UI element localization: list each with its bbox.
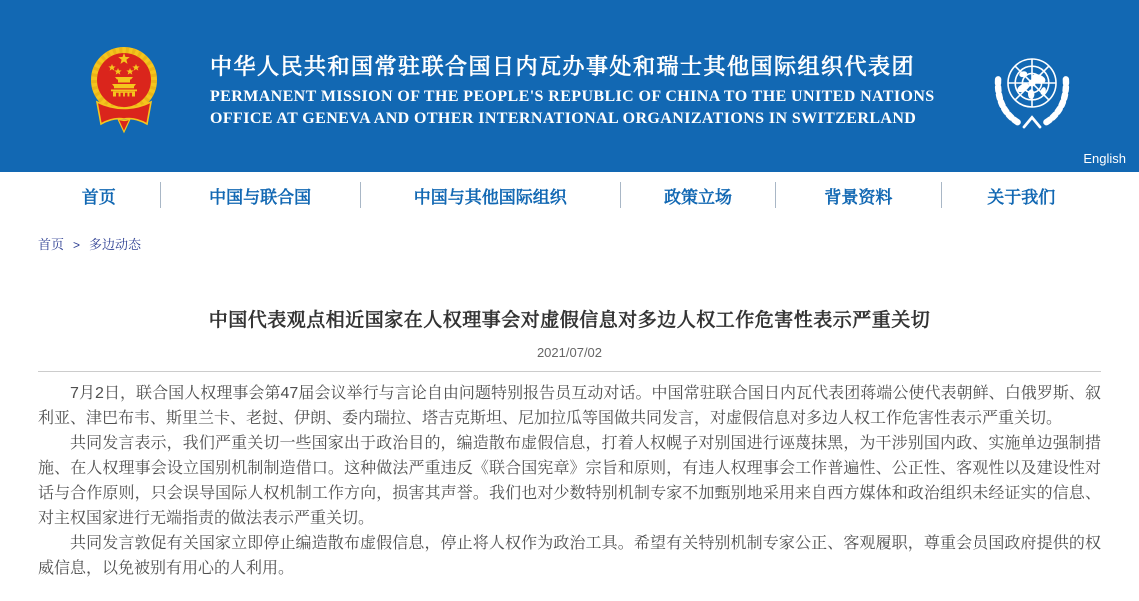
title-divider: [38, 371, 1101, 372]
article: [0, 305, 1139, 581]
nav-item-background-info[interactable]: 背景资料: [824, 187, 893, 207]
main-navigation: [0, 172, 1139, 218]
breadcrumb-home-link[interactable]: 首页: [38, 237, 65, 252]
mission-title-english-line2: OFFICE AT GENEVA AND OTHER INTERNATIONAL ORGANIZATIONS IN SWITZERLAND: [210, 110, 917, 127]
header-titles: [210, 50, 935, 128]
article-paragraph: 7月2日，联合国人权理事会第47届会议举行与言论自由问题特别报告员互动对话。中国常驻联合国日内瓦代表团蒋端公使代表朝鲜、白俄罗斯、叙利亚、津巴布韦、斯里兰卡、老挝、伊朗、委内瑞拉、塔吉克斯坦、尼加拉瓜等国做共同发言，对虚假信息对多边人权工作危害性表示严重关切。: [38, 385, 1101, 427]
nav-item-policy-positions[interactable]: 政策立场: [664, 187, 733, 207]
china-national-emblem-icon: [88, 40, 160, 136]
nav-item-about-us[interactable]: 关于我们: [987, 187, 1056, 207]
article-paragraph: 共同发言表示，我们严重关切一些国家出于政治目的，编造散布虚假信息，打着人权幌子对别国进行诬蔑抹黑，为干涉别国内政、实施单边强制措施、在人权理事会设立国别机制制造借口。这种做法严重违反《联合国宪章》宗旨和原则，有违人权理事会工作普遍性、公正性、客观性以及建设性对话与合作原则，只会误导国际人权机制工作方向，损害其声誉。我们也对少数特别机制专家不加甄别地采用来自西方媒体和政治组织未经证实的信息、对主权国家进行无端指责的做法表示严重关切。: [38, 435, 1101, 527]
article-date: 2021/07/02: [536, 345, 603, 360]
article-paragraph: 共同发言敦促有关国家立即停止编造散布虚假信息，停止将人权作为政治工具。希望有关特别机制专家公正、客观履职，尊重会员国政府提供的权威信息，以免被别有用心的人利用。: [38, 535, 1101, 577]
nav-item-home[interactable]: 首页: [81, 187, 116, 207]
united-nations-emblem-icon: [984, 44, 1080, 138]
article-title: 中国代表观点相近国家在人权理事会对虚假信息对多边人权工作危害性表示严重关切: [208, 310, 931, 331]
breadcrumb: [38, 234, 1139, 253]
article-body: [38, 381, 1101, 581]
mission-title-english-line1: PERMANENT MISSION OF THE PEOPLE'S REPUBLIC OF CHINA TO THE UNITED NATIONS: [210, 88, 935, 105]
breadcrumb-multilateral-news-link[interactable]: 多边动态: [89, 237, 142, 252]
nav-item-china-and-un[interactable]: 中国与联合国: [209, 187, 312, 207]
site-header: [0, 0, 1139, 172]
language-switch-english-link[interactable]: English: [1083, 151, 1126, 166]
mission-title-chinese: 中华人民共和国常驻联合国日内瓦办事处和瑞士其他国际组织代表团: [210, 54, 916, 79]
breadcrumb-separator: >: [73, 238, 81, 252]
nav-item-china-and-other-intl-orgs[interactable]: 中国与其他国际组织: [413, 187, 567, 207]
